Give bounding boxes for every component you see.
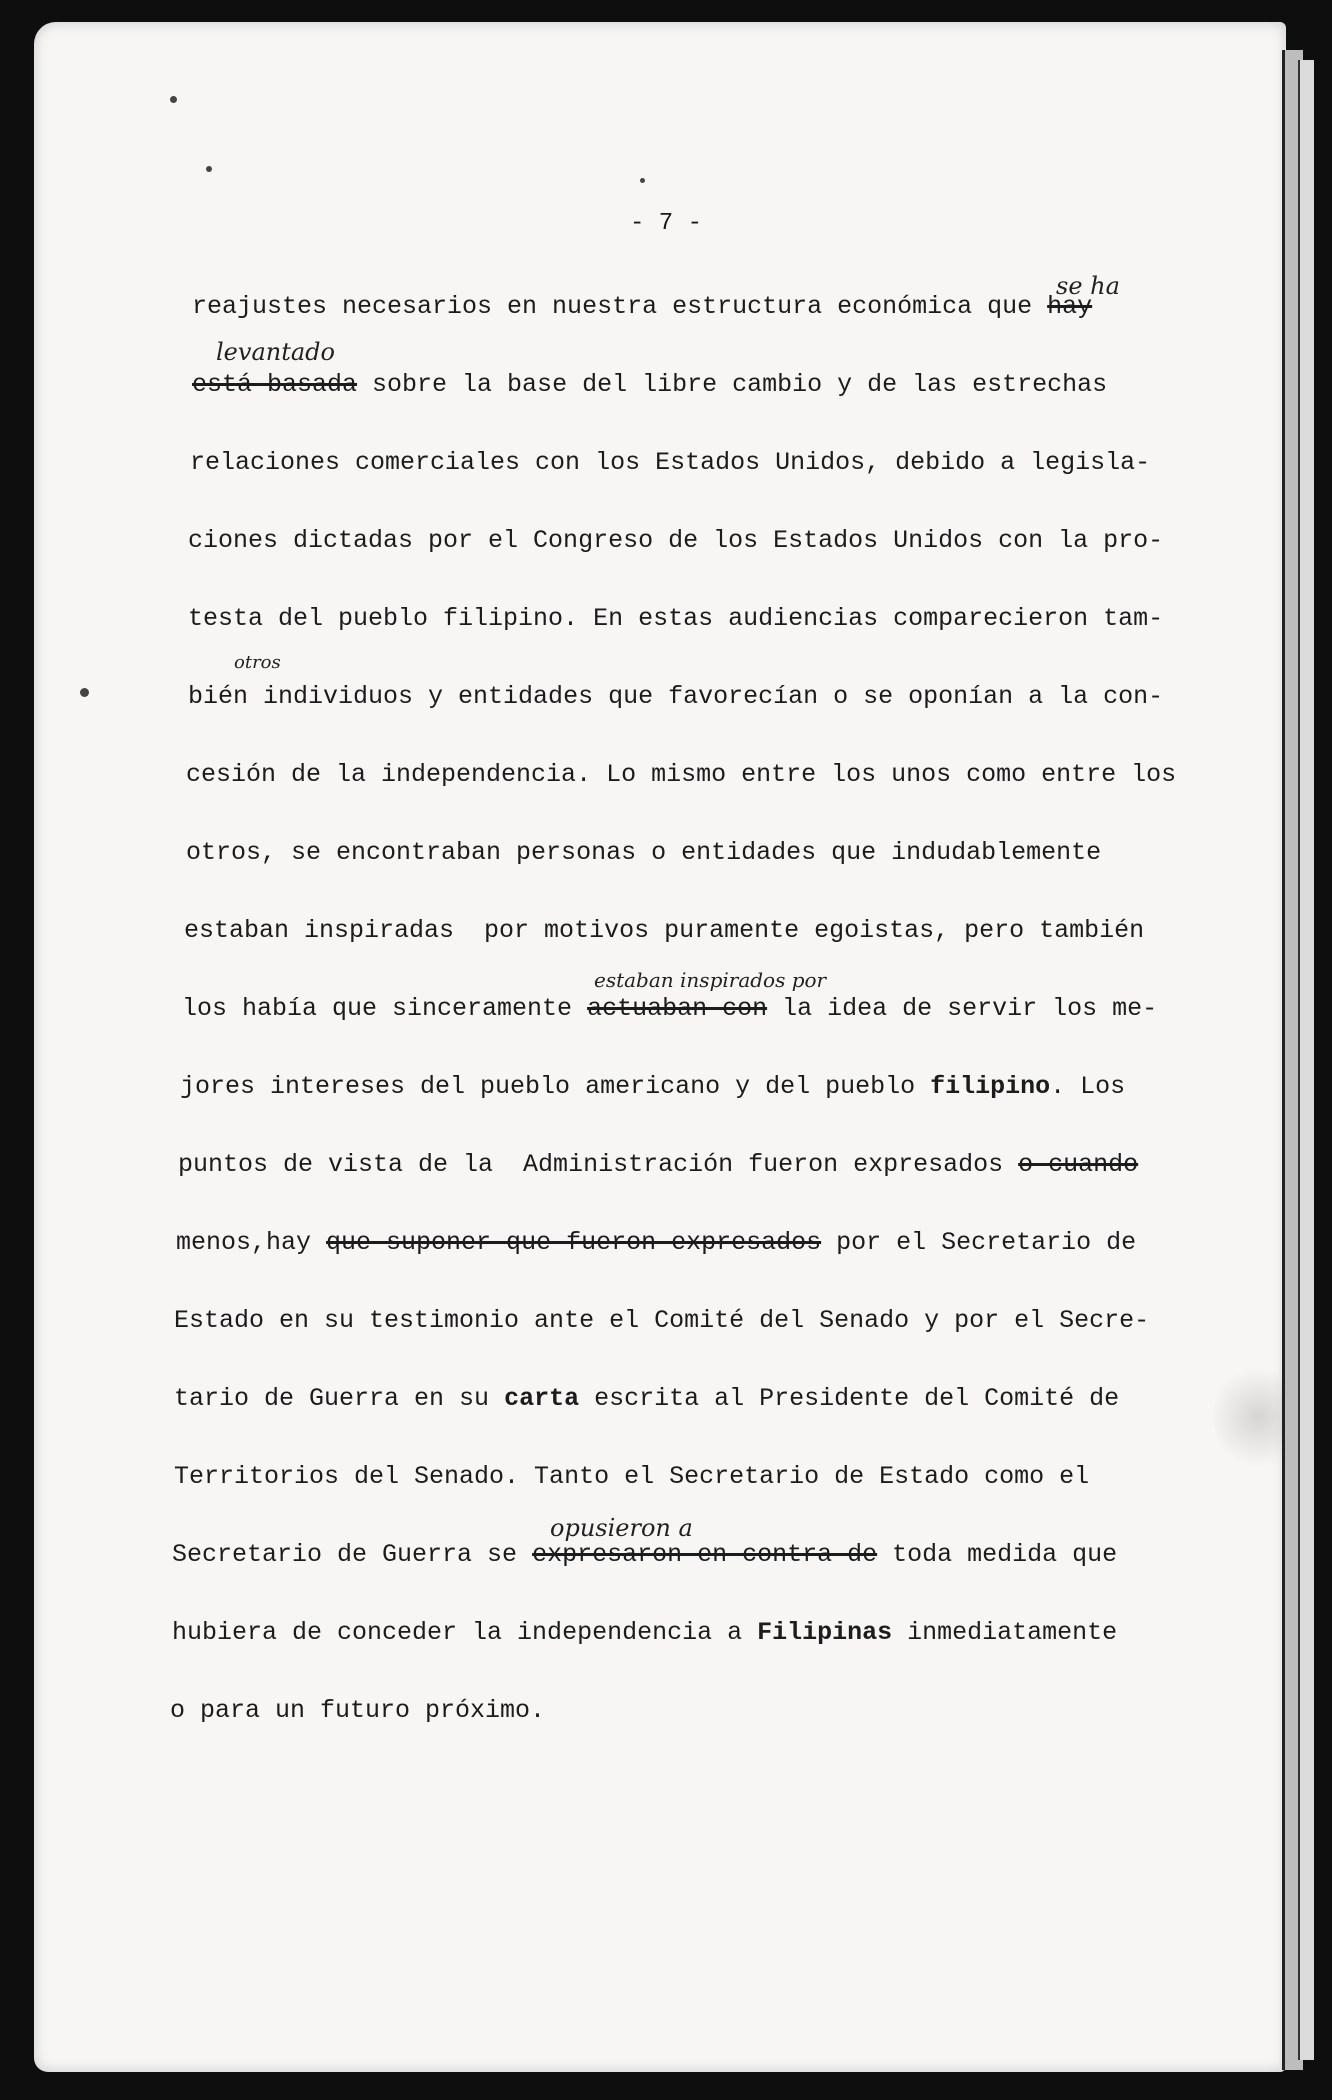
handwritten-annotation: estaban inspirados por	[594, 968, 827, 992]
text-line	[188, 526, 1163, 556]
text-segment: testa del pueblo filipino. En estas audiencias comparecieron tam-	[188, 604, 1164, 633]
text-line	[186, 760, 1176, 790]
struck-text: hay	[1047, 292, 1093, 321]
text-segment: puntos de vista de la Administración fueron expresados	[178, 1150, 1019, 1179]
text-segment: individuos y entidades que favorecían o se oponían a la con-	[263, 682, 1164, 711]
text-segment: otros, se encontraban personas o entidades que indudablemente	[186, 838, 1102, 867]
text-segment: bién	[188, 682, 264, 711]
handwritten-annotation: levantado	[216, 338, 335, 366]
text-segment: Secretario de Guerra se	[172, 1540, 533, 1569]
text-segment: sobre la base del libre cambio y de las estrechas	[357, 370, 1108, 399]
text-segment: tario de Guerra en su	[174, 1384, 505, 1413]
text-line	[188, 604, 1163, 634]
text-segment: toda medida que	[877, 1540, 1118, 1569]
text-segment: relaciones comerciales con los Estados Unidos, debido a legisla-	[190, 448, 1151, 477]
overtyped-text: carta	[504, 1384, 580, 1413]
text-line	[192, 292, 1092, 322]
text-segment: Territorios del Senado. Tanto el Secretario de Estado como el	[174, 1462, 1090, 1491]
text-line	[174, 1462, 1089, 1492]
text-segment: escrita al Presidente del Comité de	[579, 1384, 1120, 1413]
text-line	[182, 994, 1157, 1024]
text-segment: cesión de la independencia. Lo mismo entre los unos como entre los	[186, 760, 1177, 789]
text-segment: Estado en su testimonio ante el Comité del Senado y por el Secre-	[174, 1306, 1150, 1335]
text-segment: inmediatamente	[892, 1618, 1118, 1647]
text-line	[190, 448, 1150, 478]
struck-text: expresaron en contra de	[532, 1540, 878, 1569]
text-line	[172, 1540, 1117, 1570]
text-line	[176, 1228, 1136, 1258]
text-segment: ciones dictadas por el Congreso de los Estados Unidos con la pro-	[188, 526, 1164, 555]
text-segment: la idea de servir los me-	[767, 994, 1158, 1023]
overtyped-text: filipino	[930, 1072, 1051, 1101]
struck-text: está basada	[192, 370, 358, 399]
handwritten-annotation: opusieron a	[550, 1514, 693, 1542]
text-segment: o para un futuro próximo.	[170, 1696, 546, 1725]
text-line	[170, 1696, 545, 1726]
text-segment: los había que sinceramente	[182, 994, 588, 1023]
text-line	[180, 1072, 1125, 1102]
text-segment: jores intereses del pueblo americano y del pueblo	[180, 1072, 931, 1101]
text-segment: . Los	[1050, 1072, 1126, 1101]
text-line	[174, 1384, 1119, 1414]
handwritten-annotation: se ha	[1056, 272, 1120, 300]
text-segment: menos,hay	[176, 1228, 327, 1257]
text-segment: estaban inspiradas por motivos puramente egoistas, pero también	[184, 916, 1145, 945]
struck-text: o cuando	[1018, 1150, 1139, 1179]
text-line	[186, 838, 1101, 868]
overtyped-text: Filipinas	[757, 1618, 893, 1647]
text-line	[174, 1306, 1149, 1336]
text-line	[172, 1618, 1117, 1648]
text-segment: hubiera de conceder la independencia a	[172, 1618, 758, 1647]
text-line	[184, 916, 1144, 946]
struck-text: que suponer que fueron expresados	[326, 1228, 822, 1257]
text-segment: reajustes necesarios en nuestra estructura económica que	[192, 292, 1048, 321]
text-line	[178, 1150, 1138, 1180]
text-line	[192, 370, 1107, 400]
handwritten-annotation: otros	[234, 652, 281, 673]
text-segment: por el Secretario de	[821, 1228, 1137, 1257]
page-number: - 7 -	[629, 210, 702, 237]
text-line	[188, 682, 1163, 712]
struck-text: actuaban con	[587, 994, 768, 1023]
